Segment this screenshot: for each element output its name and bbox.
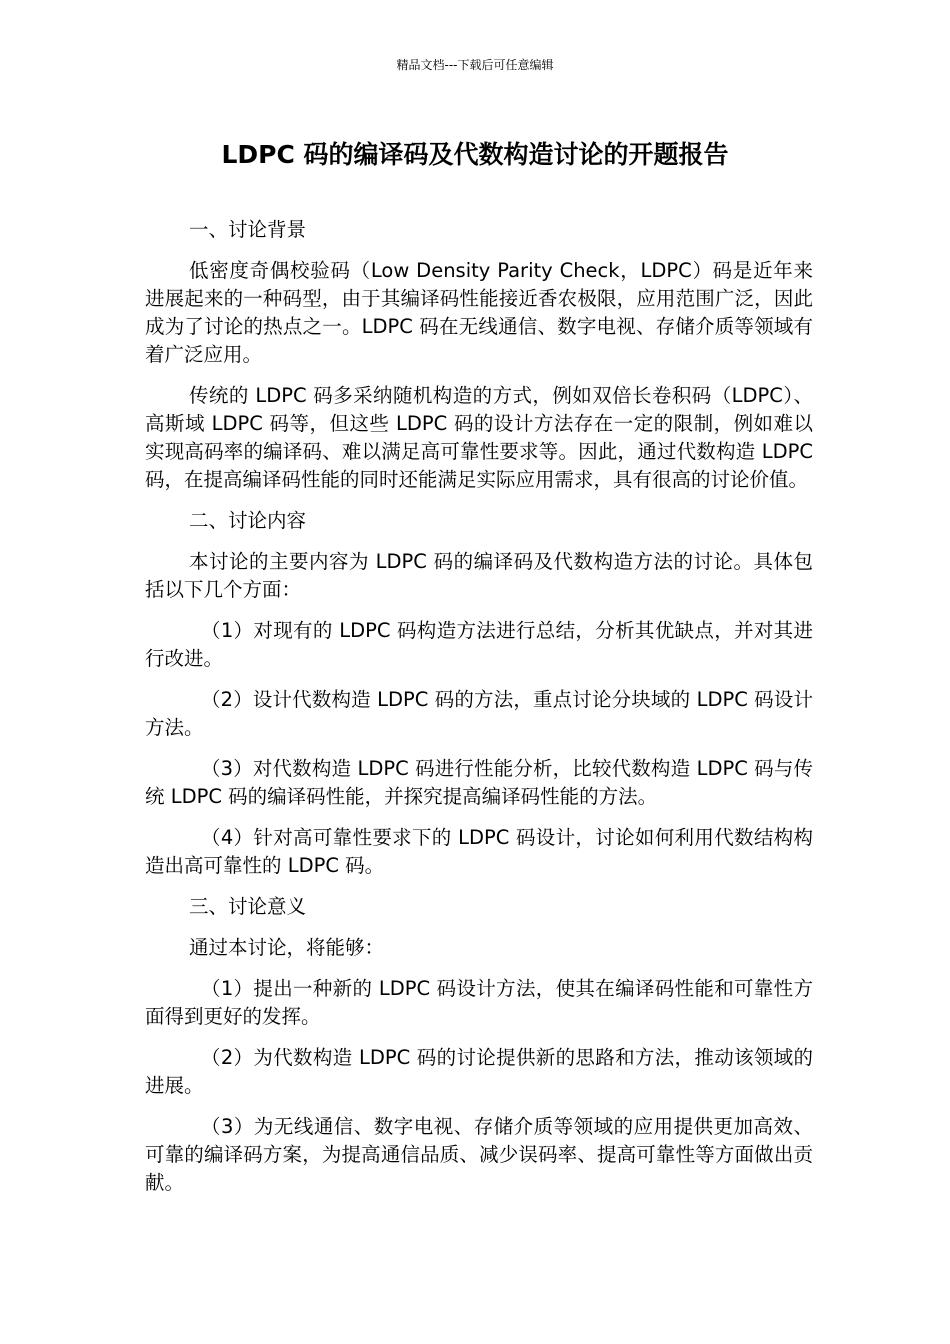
list-item-significance-1: （1）提出一种新的 LDPC 码设计方法，使其在编译码性能和可靠性方面得到更好的发挥。 bbox=[145, 977, 813, 1028]
list-item-significance-2: （2）为代数构造 LDPC 码的讨论提供新的思路和方法，推动该领域的进展。 bbox=[145, 1046, 813, 1097]
section-heading-content: 二、讨论内容 bbox=[189, 509, 307, 532]
list-item-content-2: （2）设计代数构造 LDPC 码的方法，重点讨论分块域的 LDPC 码设计方法。 bbox=[145, 688, 813, 739]
paragraph-content-intro: 本讨论的主要内容为 LDPC 码的编译码及代数构造方法的讨论。具体包括以下几个方面： bbox=[145, 550, 813, 601]
section-heading-significance: 三、讨论意义 bbox=[189, 895, 307, 918]
page-header: 精品文档---下载后可任意编辑 bbox=[396, 58, 554, 72]
list-item-content-3: （3）对代数构造 LDPC 码进行性能分析，比较代数构造 LDPC 码与传统 LDPC 码的编译码性能，并探究提高编译码性能的方法。 bbox=[145, 757, 813, 808]
section-heading-background: 一、讨论背景 bbox=[189, 218, 307, 241]
list-item-content-1: （1）对现有的 LDPC 码构造方法进行总结，分析其优缺点，并对其进行改进。 bbox=[145, 619, 813, 670]
list-item-significance-3: （3）为无线通信、数字电视、存储介质等领域的应用提供更加高效、可靠的编译码方案，为提高通信品质、减少误码率、提高可靠性等方面做出贡献。 bbox=[145, 1115, 813, 1194]
paragraph-background-traditional: 传统的 LDPC 码多采纳随机构造的方式，例如双倍长卷积码（LDPC）、高斯域 LDPC 码等，但这些 LDPC 码的设计方法存在一定的限制，例如难以实现高码率的编译码、难以满足高可靠性要求等。因此，通过代数构造 LDPC 码，在提高编译码性能的同时还能满足实际应用需求，具有很高的讨论价值。 bbox=[145, 384, 813, 491]
document-body bbox=[145, 216, 813, 1210]
document-title: LDPC 码的编译码及代数构造讨论的开题报告 bbox=[221, 140, 729, 169]
paragraph-background-intro: 低密度奇偶校验码（Low Density Parity Check，LDPC）码是近年来进展起来的一种码型，由于其编译码性能接近香农极限，应用范围广泛，因此成为了讨论的热点之一。LDPC 码在无线通信、数字电视、存储介质等领域有着广泛应用。 bbox=[145, 259, 813, 366]
list-item-content-4: （4）针对高可靠性要求下的 LDPC 码设计，讨论如何利用代数结构构造出高可靠性的 LDPC 码。 bbox=[145, 826, 813, 877]
paragraph-significance-intro: 通过本讨论，将能够： bbox=[189, 936, 385, 959]
